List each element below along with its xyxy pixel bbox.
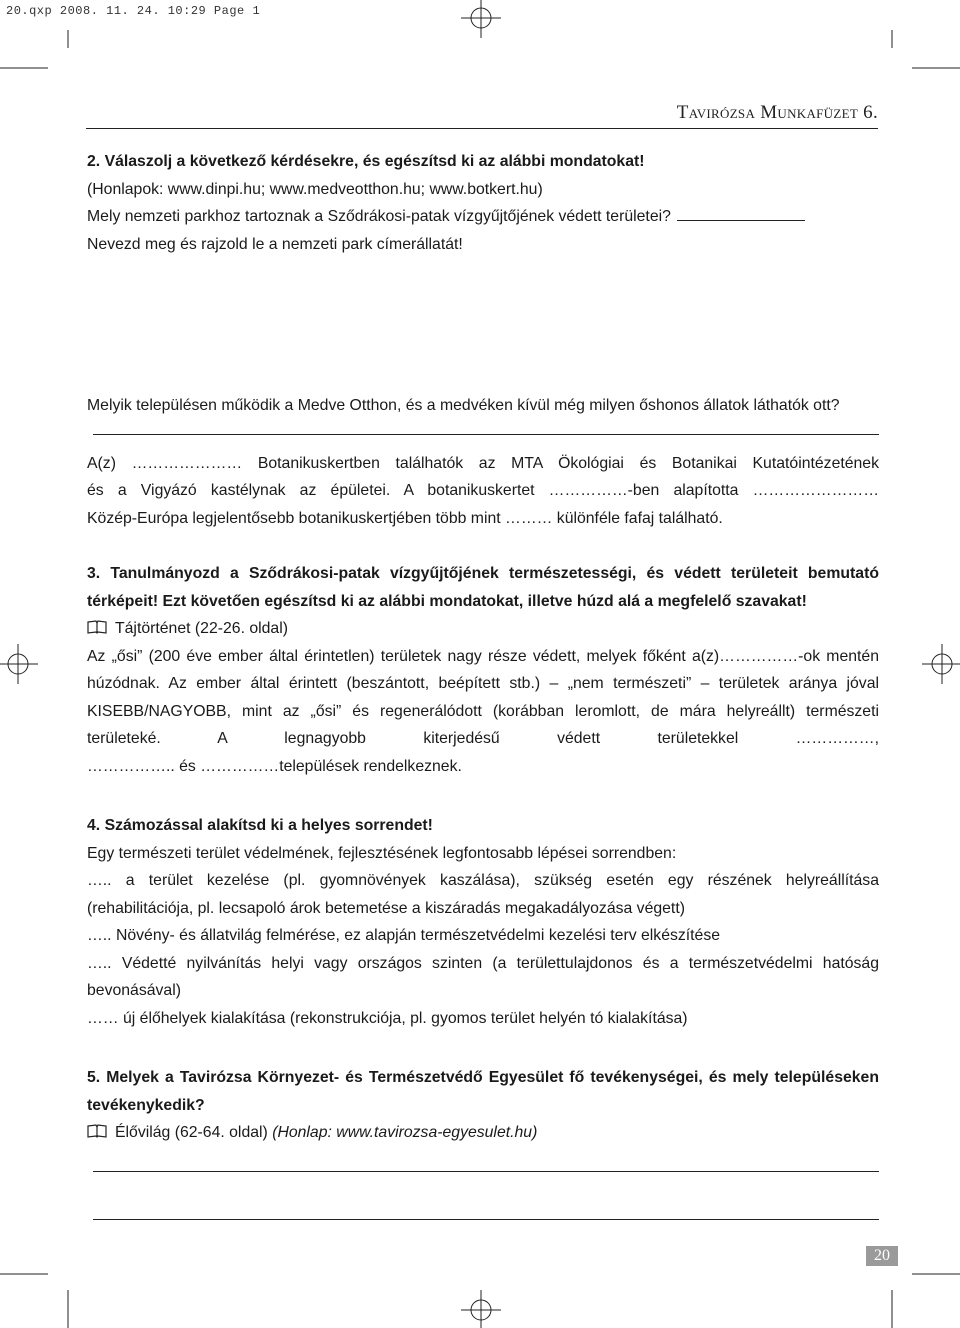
print-slug: 20.qxp 2008. 11. 24. 10:29 Page 1 (6, 4, 261, 18)
drawing-area[interactable] (87, 258, 879, 392)
worksheet-content (87, 148, 879, 1243)
answer-line[interactable] (87, 1195, 879, 1243)
botanical-garden-line-2: és a Vigyázó kastélynak az épületei. A botanikuskertet ……………-ben alapította …………………… (87, 482, 879, 499)
registration-mark-top (461, 0, 501, 38)
list-item: …… új élőhelyek kialakítása (rekonstrukciója, pl. gyomos terület helyén tó kialakítása) (87, 1009, 688, 1027)
section-2-sources: (Honlapok: www.dinpi.hu; www.medveotthon.hu; www.botkert.hu) (87, 180, 543, 198)
section-3-reference-text: Tájtörténet (22-26. oldal) (115, 620, 288, 637)
question-national-park (87, 203, 879, 231)
page-number: 20 (866, 1246, 898, 1266)
book-icon (87, 1124, 107, 1138)
registration-mark-right (922, 644, 960, 684)
section-4-intro: Egy természeti terület védelmének, fejlesztésének legfontosabb lépései sorrendben: (87, 844, 677, 862)
answer-blank[interactable] (677, 208, 805, 221)
section-5-reference-text: Élővilág (62-64. oldal) (115, 1124, 273, 1141)
header-rule (86, 128, 878, 129)
book-icon (87, 620, 107, 634)
answer-line[interactable] (87, 420, 879, 450)
answer-line[interactable] (87, 1147, 879, 1195)
question-national-park-text: Mely nemzeti parkhoz tartoznak a Sződrákosi-patak vízgyűjtőjének védett területei? (87, 208, 671, 225)
botanical-garden-line-3: Közép-Európa legjelentősebb botanikuskertjében több mint ……… különféle fafaj található. (87, 509, 723, 527)
section-5-reference (87, 1119, 879, 1147)
list-item: ….. Növény- és állatvilág felmérése, ez alapján természetvédelmi kezelési terv elkészítése (87, 927, 721, 944)
section-3-body: Az „ősi” (200 éve ember által érintetlen) területek nagy része védett, melyek főként a(z)……………-ok mentén húzódnak. Az ember által érintett (beszántott, beépített stb.) – „nem természeti” – területek aránya jóval KISEBB/NAGYOBB, mint az „ősi” és regenerálódott (korábban leromlott, de mára helyreállt) természeti területeké. A legnagyobb kiterjedésű védett területekkel ……………, (87, 647, 879, 747)
botanical-garden-line-1: A(z) ………………… Botanikuskertben találhatók az MTA Ökológiai és Botanikai Kutatóintézetének (87, 454, 879, 472)
section-3-reference (87, 615, 879, 643)
question-coat-of-arms: Nevezd meg és rajzold le a nemzeti park címerállatát! (87, 235, 463, 253)
section-3-body-last: …………….. és ……………települések rendelkeznek. (87, 757, 462, 775)
registration-mark-bottom (461, 1290, 501, 1328)
workbook-title: Tavirózsa Munkafüzet 6. (676, 102, 878, 123)
section-5-website: (Honlap: www.tavirozsa-egyesulet.hu) (272, 1124, 538, 1141)
section-2-heading: 2. Válaszolj a következő kérdésekre, és egészítsd ki az alábbi mondatokat! (87, 153, 645, 170)
section-4-heading: 4. Számozással alakítsd ki a helyes sorrendet! (87, 817, 433, 834)
list-item: ….. Védetté nyilvánítás helyi vagy országos szinten (a területtulajdonos és a természetvédelmi hatóság bevonásával) (87, 954, 879, 999)
section-5-heading: 5. Melyek a Tavirózsa Környezet- és Természetvédő Egyesület fő tevékenységei, és mely településeken tevékenykedik? (87, 1069, 879, 1114)
question-bear-home: Melyik településen működik a Medve Otthon, és a medvéken kívül még milyen őshonos állatok láthatók ott? (87, 397, 840, 414)
section-3-heading: 3. Tanulmányozd a Sződrákosi-patak vízgyűjtőjének természetességi, és védett területeit bemutató térképeit! Ezt követően egészítsd ki az alábbi mondatokat, illetve húzd alá a megfelelő szavakat! (87, 565, 879, 610)
list-item: ….. a terület kezelése (pl. gyomnövények kaszálása), szükség esetén egy részének helyreállítása (rehabilitációja, pl. lecsapoló árok betemetése a kiszáradás megakadályozása végett) (87, 872, 879, 917)
registration-mark-left (0, 644, 38, 684)
